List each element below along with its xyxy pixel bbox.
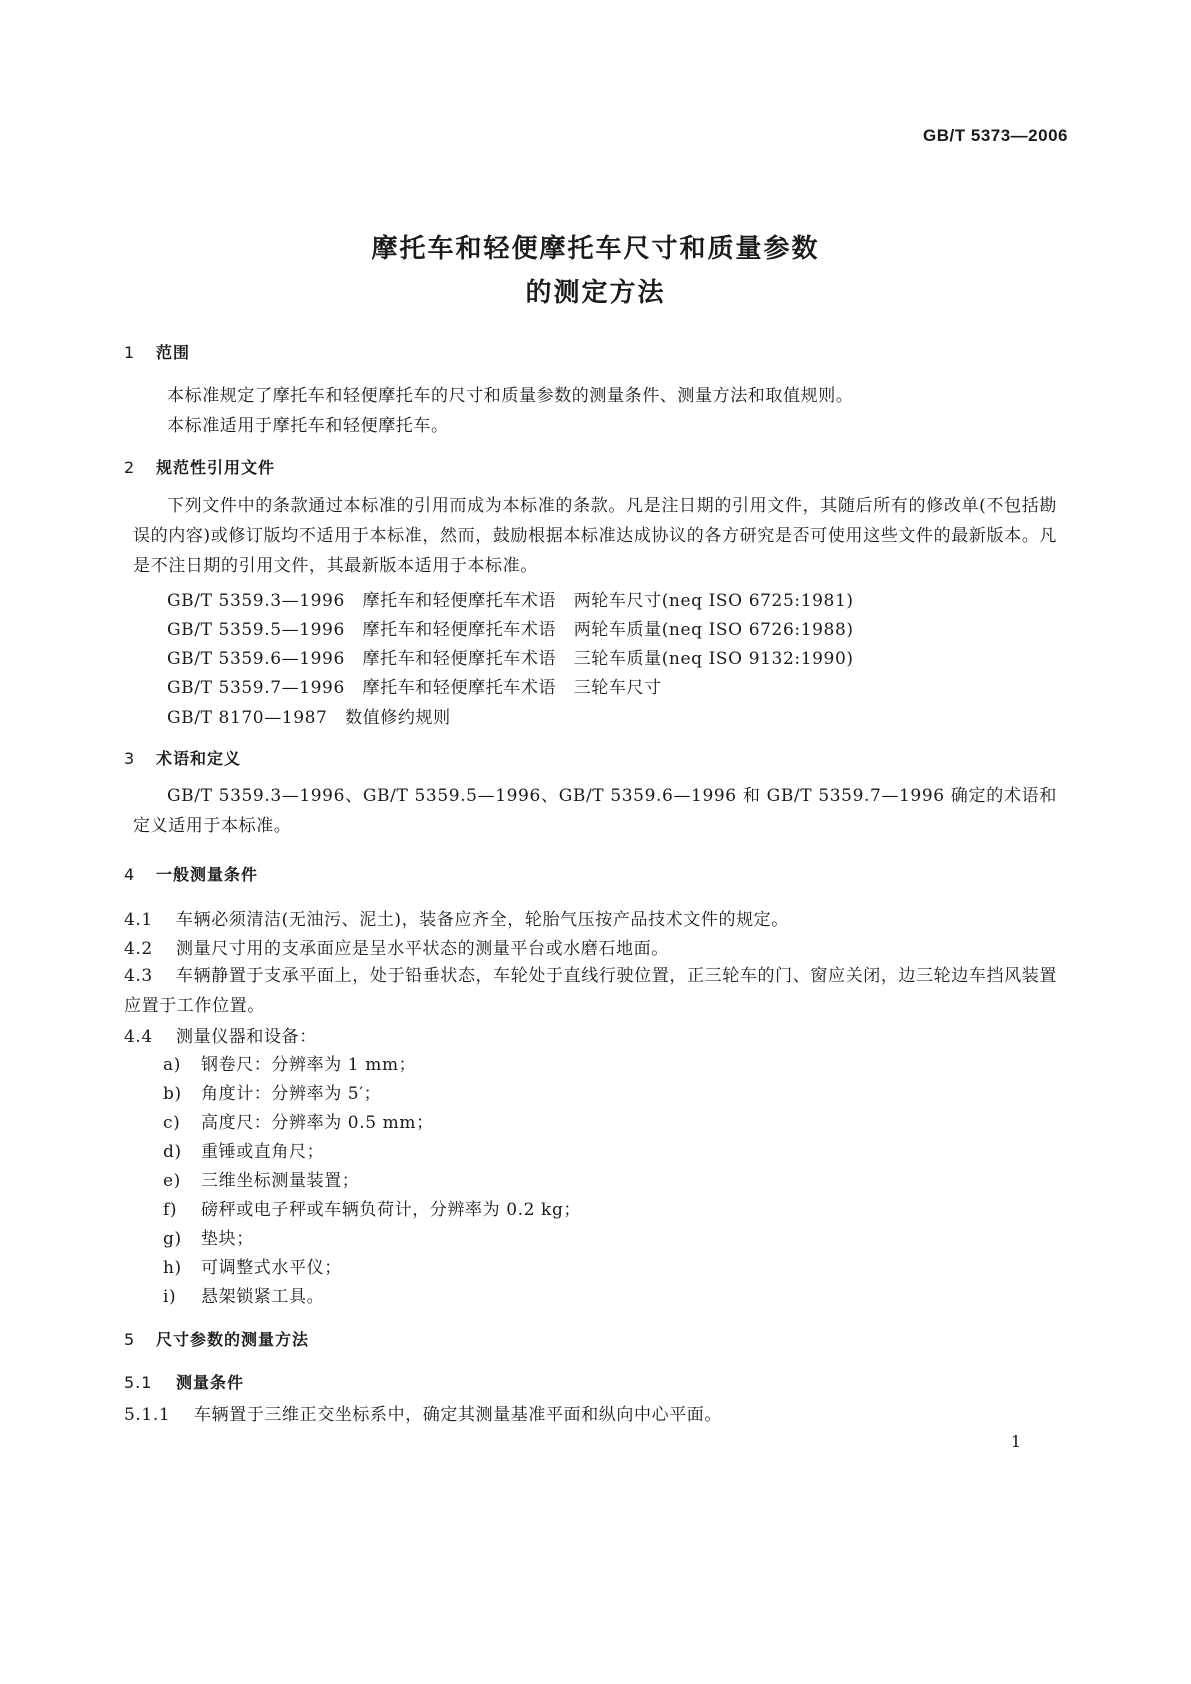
section-4-heading <box>124 862 258 885</box>
item-label: b) <box>163 1084 182 1104</box>
equipment-item <box>163 1050 416 1075</box>
section-title: 规范性引用文件 <box>156 458 276 477</box>
reference-item: GB/T 5359.3—1996 摩托车和轻便摩托车术语 两轮车尺寸(neq ISO 6725:1981) <box>167 591 854 611</box>
section-title: 一般测量条件 <box>156 865 259 884</box>
section-title: 范围 <box>156 343 191 362</box>
equipment-item <box>163 1253 342 1278</box>
section-5-heading <box>124 1327 309 1350</box>
clause-text: 测量尺寸用的支承面应是呈水平状态的测量平台或水磨石地面。 <box>176 939 669 959</box>
section-2-intro <box>133 491 1057 581</box>
section-number: 2 <box>124 458 136 477</box>
page-number: 1 <box>1010 1432 1021 1451</box>
clause-5-1-1 <box>124 1400 722 1425</box>
item-text: 钢卷尺：分辨率为 1 mm； <box>201 1055 417 1075</box>
item-text: 可调整式水平仪； <box>201 1258 342 1278</box>
clause-4-1 <box>124 905 789 930</box>
section-number: 1 <box>124 343 136 362</box>
item-text: 高度尺：分辨率为 0.5 mm； <box>201 1113 434 1133</box>
item-text: 三维坐标测量装置； <box>201 1171 360 1191</box>
equipment-item <box>163 1166 359 1191</box>
item-label: h) <box>163 1258 182 1278</box>
clause-text: 车辆静置于支承平面上，处于铅垂状态，车轮处于直线行驶位置，正三轮车的门、窗应关闭，边三轮边车挡风装置应置于工作位置。 <box>124 966 1057 1016</box>
section-1-heading <box>124 340 190 363</box>
clause-number: 4.1 <box>124 910 153 930</box>
equipment-item <box>163 1079 381 1104</box>
equipment-item <box>163 1224 254 1249</box>
item-text: 垫块； <box>201 1229 254 1249</box>
equipment-item <box>163 1282 324 1307</box>
paragraph: 本标准适用于摩托车和轻便摩托车。 <box>167 416 449 436</box>
paragraph: 本标准规定了摩托车和轻便摩托车的尺寸和质量参数的测量条件、测量方法和取值规则。 <box>167 386 854 406</box>
equipment-item <box>163 1195 581 1220</box>
reference-item: GB/T 5359.5—1996 摩托车和轻便摩托车术语 两轮车质量(neq ISO 6726:1988) <box>167 620 854 640</box>
item-text: 重锤或直角尺； <box>201 1142 325 1162</box>
item-text: 磅秤或电子秤或车辆负荷计，分辨率为 0.2 kg； <box>201 1200 582 1220</box>
clause-text: 车辆必须清洁(无油污、泥土)，装备应齐全，轮胎气压按产品技术文件的规定。 <box>176 910 789 930</box>
section-number: 5.1 <box>124 1373 153 1392</box>
paragraph: GB/T 5359.3—1996、GB/T 5359.5—1996、GB/T 5359.6—1996 和 GB/T 5359.7—1996 确定的术语和定义适用于本标准。 <box>133 786 1057 836</box>
equipment-item <box>163 1137 324 1162</box>
section-title: 测量条件 <box>176 1373 245 1392</box>
clause-number: 5.1.1 <box>124 1405 171 1425</box>
item-text: 悬架锁紧工具。 <box>201 1287 325 1307</box>
item-label: c) <box>163 1113 181 1133</box>
section-title: 术语和定义 <box>156 749 242 768</box>
clause-number: 4.4 <box>124 1027 153 1047</box>
reference-item: GB/T 5359.6—1996 摩托车和轻便摩托车术语 三轮车质量(neq ISO 9132:1990) <box>167 649 854 669</box>
item-label: i) <box>163 1287 177 1307</box>
paragraph: 下列文件中的条款通过本标准的引用而成为本标准的条款。凡是注日期的引用文件，其随后所有的修改单(不包括勘误的内容)或修订版均不适用于本标准，然而，鼓励根据本标准达成协议的各方研究是否可使用这些文件的最新版本。凡是不注日期的引用文件，其最新版本适用于本标准。 <box>133 496 1057 576</box>
item-label: a) <box>163 1055 181 1075</box>
section-3-body <box>133 781 1057 841</box>
document-title-line1: 摩托车和轻便摩托车尺寸和质量参数 <box>371 234 820 264</box>
reference-item: GB/T 8170—1987 数值修约规则 <box>167 708 451 728</box>
clause-4-4 <box>124 1022 317 1047</box>
clause-4-2 <box>124 934 669 959</box>
item-label: d) <box>163 1142 182 1162</box>
section-number: 3 <box>124 749 136 768</box>
reference-item: GB/T 5359.7—1996 摩托车和轻便摩托车术语 三轮车尺寸 <box>167 678 662 698</box>
section-number: 5 <box>124 1330 136 1349</box>
equipment-item <box>163 1108 434 1133</box>
item-label: e) <box>163 1171 181 1191</box>
section-title: 尺寸参数的测量方法 <box>156 1330 310 1349</box>
item-label: f) <box>163 1200 178 1220</box>
clause-number: 4.2 <box>124 939 153 959</box>
section-number: 4 <box>124 865 136 884</box>
section-2-heading <box>124 455 275 478</box>
clause-text: 车辆置于三维正交坐标系中，确定其测量基准平面和纵向中心平面。 <box>194 1405 722 1425</box>
clause-4-3 <box>124 961 1057 1021</box>
item-text: 角度计：分辨率为 5′； <box>201 1084 382 1104</box>
section-3-heading <box>124 746 241 769</box>
standard-code: GB/T 5373—2006 <box>923 126 1068 145</box>
item-label: g) <box>163 1229 182 1249</box>
clause-number: 4.3 <box>124 966 153 986</box>
subsection-5-1-heading <box>124 1370 244 1393</box>
document-title-line2: 的测定方法 <box>525 278 666 308</box>
clause-text: 测量仪器和设备： <box>176 1027 317 1047</box>
